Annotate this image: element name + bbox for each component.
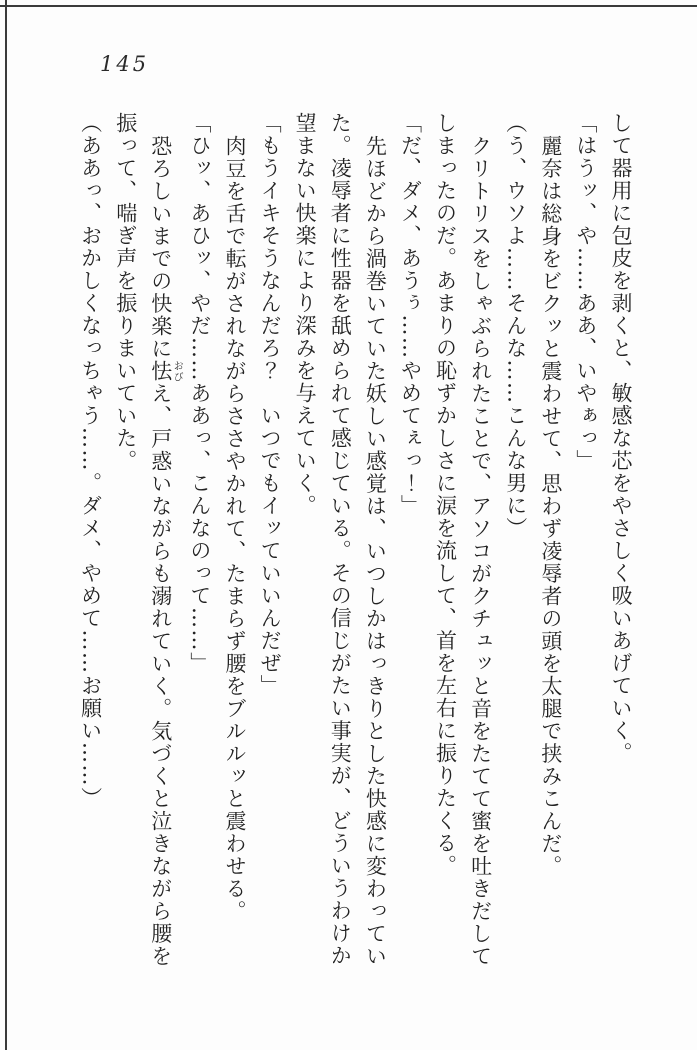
paragraph-narration: 麗奈は総身をビクッと震わせて、思わず凌辱者の頭を太腿で挟みこんだ。 <box>538 134 563 877</box>
page-number: 145 <box>100 52 150 76</box>
paragraph-inner-thought: （ああっ、おかしくなっちゃう……。ダメ、やめて……お願い……） <box>78 112 103 810</box>
paragraph-dialogue: 「ひッ、あひッ、やだ……ああっ、こんなのって……」 <box>187 112 212 675</box>
paragraph-narration: 先ほどから渦巻いていた妖しい感覚は、いつしかはっきりとした快感に変わっていた。凌辱者に性器を舐められて感じている。その信じがたい事実が、どういうわけか望まない快楽により深みを与えていく。 <box>293 112 388 967</box>
paragraph-dialogue: 「もうイキそうなんだろ？ いつでもイッていいんだぜ」 <box>258 112 283 697</box>
paragraph-narration: 肉豆を舌で転がされながらささやかれて、たまらず腰をブルルッと震わせる。 <box>222 134 247 922</box>
paragraph-narration: 恐ろしいまでの快楽に怯おびえ、戸惑いながらも溺れていく。気づくと泣きながら腰を振って、喘ぎ声を振りまいていた。 <box>113 112 183 967</box>
text-block <box>76 112 638 970</box>
paragraph-narration: クリトリスをしゃぶられたことで、アソコがクチュッと音をたてて蜜を吐きだしてしまったのだ。あまりの恥ずかしさに涙を流して、首を左右に振りたくる。 <box>433 112 493 967</box>
scan-edge-left <box>5 0 7 1050</box>
paragraph-inner-thought: （う、ウソよ……そんな……こんな男に） <box>503 112 528 540</box>
paragraph-dialogue: 「だ、ダメ、あうぅ……やめてぇっ！」 <box>398 112 423 517</box>
paragraph-dialogue: 「はうッ、や……ああ、いやぁっ」 <box>573 112 598 472</box>
furigana-ruby: 怯おび <box>148 359 183 382</box>
scan-edge-top <box>0 5 697 7</box>
paragraph-narration-continued: して器用に包皮を剥くと、敏感な芯をやさしく吸いあげていく。 <box>609 112 633 765</box>
